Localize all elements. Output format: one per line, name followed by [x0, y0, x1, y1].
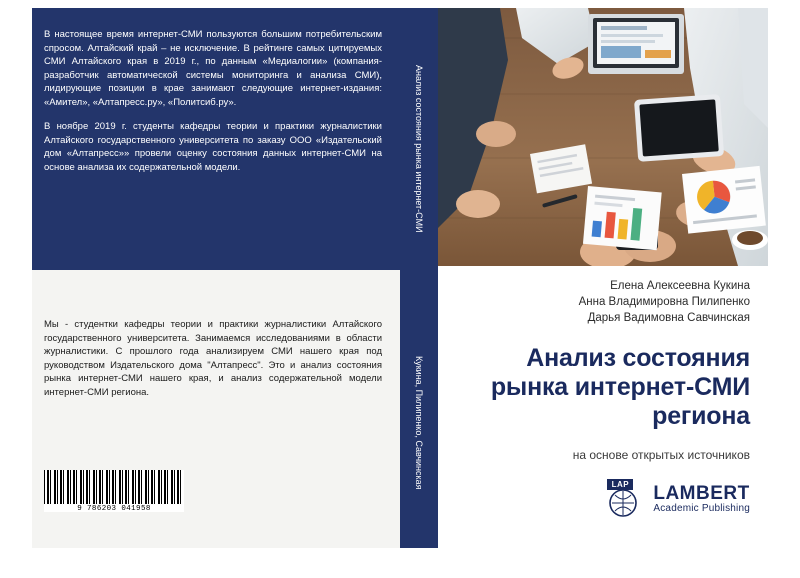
publisher-name: LAMBERT [653, 482, 750, 504]
publisher-logo [560, 476, 750, 522]
front-cover-text-area [438, 266, 768, 548]
cover-photo [438, 8, 768, 266]
back-cover-paragraph-2: В ноябре 2019 г. студенты кафедры теории и практики журналистики Алтайского государственного университета по заказу ООО «Издательский дом «Алтапресс»» провели оценку состояния данных интернет-СМИ на основе анализа их содержательной модели. [44, 121, 382, 173]
book-spine [400, 8, 438, 548]
barcode-bars [44, 470, 184, 504]
back-cover-description [44, 28, 382, 185]
author-name-3: Дарья Вадимовна Савчинская [587, 312, 750, 324]
book-subtitle: на основе открытых источников [572, 448, 750, 462]
isbn-number: 9 786203 041958 [77, 505, 151, 513]
lap-logo-icon [603, 479, 645, 519]
back-cover-paragraph-1: В настоящее время интернет-СМИ пользуются большим потребительским спросом. Алтайский край – не исключение. В рейтинге самых цитируемых СМИ Алтайского края в 2019 г., по данным «Медиалогии» (компания-разработчик автоматической системы мониторинга и анализа СМИ), лидирующие позиции в крае занимают следующие интернет-издания: «Амител», «Алтапресс.ру», «Политсиб.ру». [44, 29, 382, 108]
spine-authors: Кукина, Пилипенко, Савчинская [414, 356, 424, 490]
cover-photo-illustration [438, 8, 768, 266]
spine-title: Анализ состояния рынка интернет-СМИ [414, 65, 424, 233]
author-name-1: Елена Алексеевна Кукина [610, 280, 750, 292]
publisher-name-block [653, 484, 750, 514]
author-bio: Мы - студентки кафедры теории и практики журналистики Алтайского государственного университета. Занимаемся исследованиями в области журналистики. С прошлого года анализируем СМИ нашего края под руководством Издательского дома "Алтапресс". Это и анализ состояния рынка интернет-СМИ нашего края, и анализ содержательной модели интернет-СМИ региона. [44, 319, 382, 398]
lap-logo-mark-text: LAP [607, 479, 633, 490]
book-title: Анализ состояния рынка интернет-СМИ региона [490, 344, 750, 430]
author-list [450, 278, 750, 326]
isbn-barcode [44, 470, 184, 512]
publisher-tagline: Academic Publishing [653, 502, 750, 514]
author-name-2: Анна Владимировна Пилипенко [578, 296, 750, 308]
